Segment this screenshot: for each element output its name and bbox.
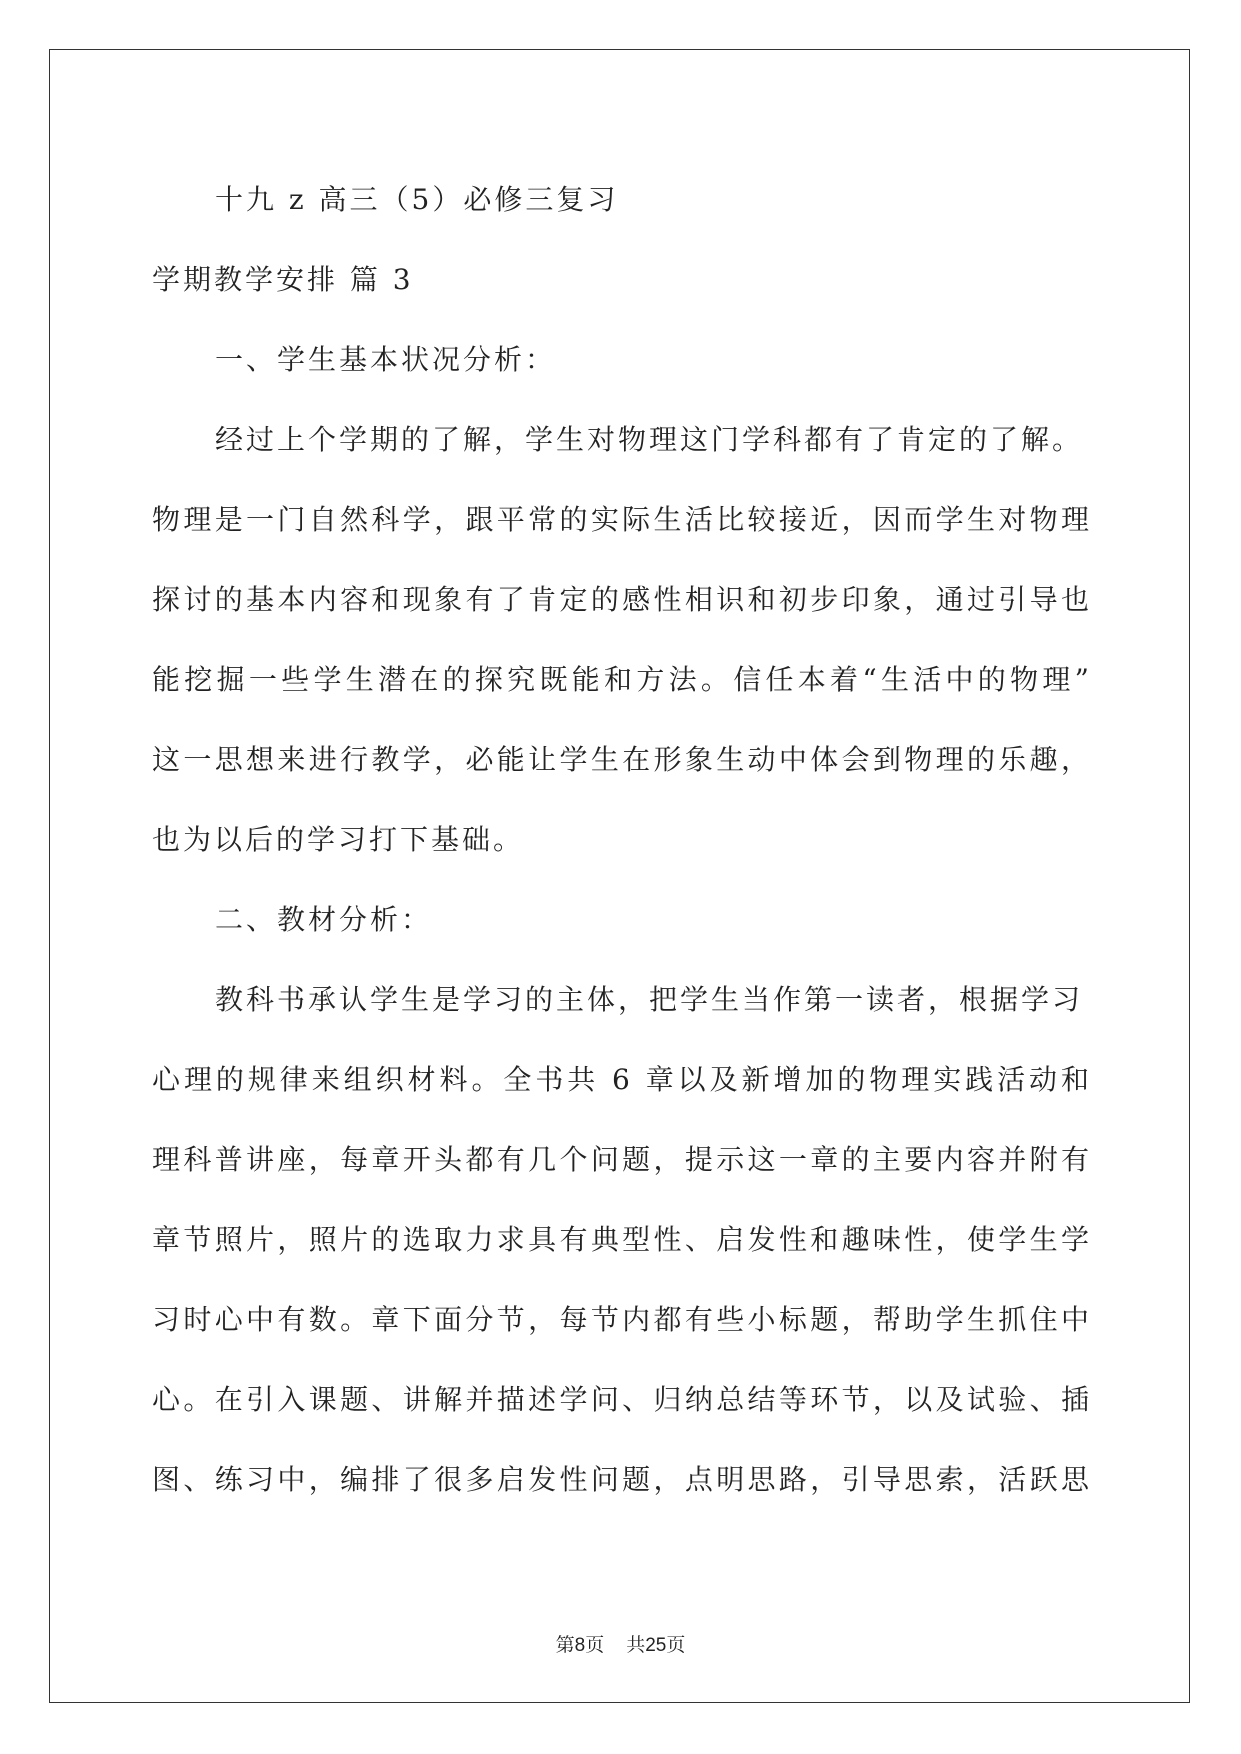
paragraph-line: 探讨的基本内容和现象有了肯定的感性相识和初步印象，通过引导也 bbox=[152, 583, 1092, 616]
page-footer bbox=[0, 1630, 1241, 1657]
page-current: 8 bbox=[574, 1635, 586, 1656]
page-mid: 页 bbox=[585, 1634, 605, 1656]
paragraph-line: 能挖掘一些学生潜在的探究既能和方法。信任本着“生活中的物理” bbox=[152, 663, 1092, 696]
page-total: 25 bbox=[645, 1635, 667, 1656]
paragraph-line: 心理的规律来组织材料。全书共 6 章以及新增加的物理实践活动和 bbox=[152, 1063, 1092, 1096]
paragraph-line: 教科书承认学生是学习的主体，把学生当作第一读者，根据学习 bbox=[215, 983, 1084, 1016]
page-prefix: 第 bbox=[555, 1634, 575, 1656]
paragraph-line: 经过上个学期的了解，学生对物理这门学科都有了肯定的了解。 bbox=[215, 423, 1084, 456]
paragraph-line: 心。在引入课题、讲解并描述学问、归纳总结等环节，以及试验、插 bbox=[152, 1383, 1092, 1416]
paragraph-line: 物理是一门自然科学，跟平常的实际生活比较接近，因而学生对物理 bbox=[152, 503, 1092, 536]
paragraph-line: 习时心中有数。章下面分节，每节内都有些小标题，帮助学生抓住中 bbox=[152, 1303, 1092, 1336]
document-body bbox=[152, 160, 1092, 1520]
paragraph-line: 理科普讲座，每章开头都有几个问题，提示这一章的主要内容并附有 bbox=[152, 1143, 1092, 1176]
section-2-heading: 二、教材分析： bbox=[215, 903, 433, 936]
total-prefix: 共 bbox=[626, 1634, 646, 1656]
document-title-line-2: 学期教学安排 篇 3 bbox=[152, 263, 414, 296]
paragraph-line: 这一思想来进行教学，必能让学生在形象生动中体会到物理的乐趣， bbox=[152, 743, 1092, 776]
paragraph-line: 也为以后的学习打下基础。 bbox=[152, 823, 525, 856]
total-suffix: 页 bbox=[666, 1634, 686, 1656]
paragraph-line: 章节照片，照片的选取力求具有典型性、启发性和趣味性，使学生学 bbox=[152, 1223, 1092, 1256]
paragraph-line: 图、练习中，编排了很多启发性问题，点明思路，引导思索，活跃思 bbox=[152, 1463, 1092, 1496]
section-1-heading: 一、学生基本状况分析： bbox=[215, 343, 557, 376]
document-title-line-1: 十九 z 高三（5）必修三复习 bbox=[215, 183, 619, 216]
